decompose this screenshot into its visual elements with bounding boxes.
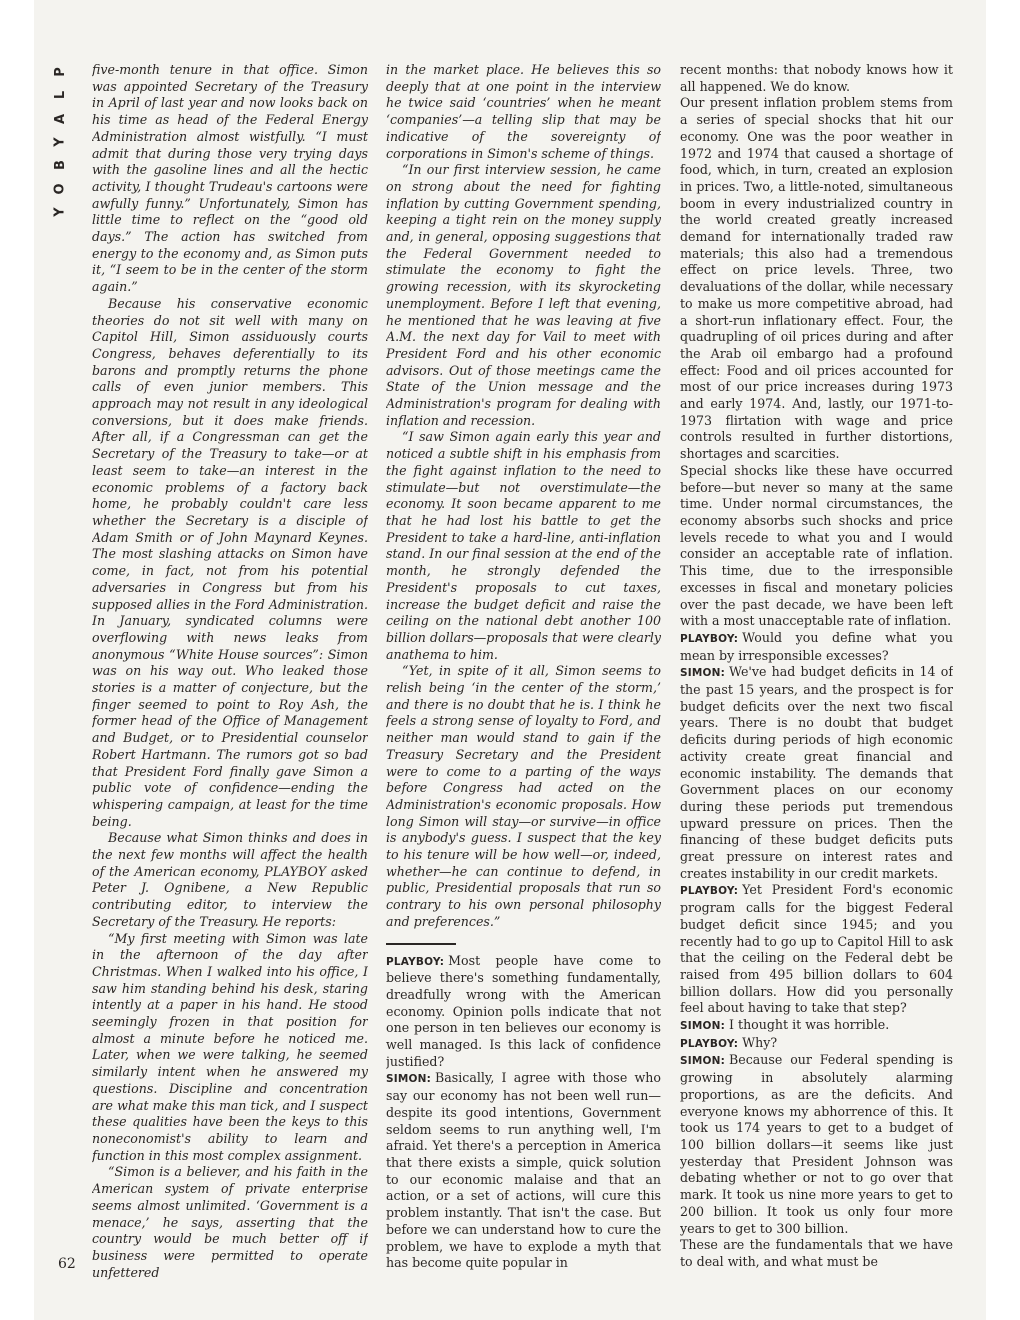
speaker-label: SIMON: (680, 1020, 726, 1033)
paragraph (92, 931, 368, 1165)
paragraph-text: in the market place. He believes this so deeply that at one point in the interview he twice said ‘countries’ when he meant ‘companies’—a telling slip that may be indicative of the sovereignty of corporations in Simon's scheme of things. (386, 62, 661, 161)
paragraph-text: Because what Simon thinks and does in the next few months will affect the health of the American economy, PLAYBOY asked Peter J. Ognibene, a New Republic contributing editor, to interview the Secretary of the Treasury. He reports: (92, 830, 368, 929)
brand-letter: O (53, 183, 68, 195)
paragraph (386, 663, 661, 930)
paragraph (680, 882, 953, 1017)
brand-letter: Y (52, 137, 68, 147)
paragraph (386, 162, 661, 429)
paragraph-text: These are the fundamentals that we have to deal with, and what must be (680, 1237, 953, 1269)
paragraph-text: Would you define what you mean by irresponsible excesses? (680, 629, 953, 663)
paragraph-text: “In our first interview session, he came on strong about the need for fighting inflation by cutting Government spending, keeping a tight rein on the money supply and, in general, opposing suggestions that the Federal Government needed to stimulate the economy to fight the growing recession, with its skyrocketing unemployment. Before I left that evening, he mentioned that he was leaving at five A.M. the next day for Vail to meet with President Ford and his other economic advisors. Out of those meetings came the State of the Union message and the Administration's program for dealing with inflation and recession. (386, 162, 661, 428)
paragraph (386, 62, 661, 162)
paragraph (680, 1052, 953, 1237)
column-1-introduction (92, 62, 368, 1287)
magazine-brand-vertical (49, 62, 73, 222)
paragraph (386, 429, 661, 663)
speaker-label: SIMON: (680, 667, 726, 680)
paragraph (680, 95, 953, 462)
paragraph (680, 664, 953, 882)
paragraph-text: “I saw Simon again early this year and noticed a subtle shift in his emphasis from the fight against inflation to the need to stimulate—but not overstimulate—the economy. It soon became apparent to me that he had lost his battle to get the President to take a hard-line, anti-inflation stand. In our final session at the end of the month, he strongly defended the President's proposals to cut taxes, increase the budget deficit and raise the ceiling on the national debt another 100 billion dollars—proposals that were clearly anathema to him. (386, 429, 661, 662)
brand-letter: L (52, 91, 68, 100)
paragraph-text: “My first meeting with Simon was late in the afternoon of the day after Christmas. When I walked into his office, I saw him standing behind his desk, staring intently at a paper in his hand. He stood seemingly frozen in that position for almost a minute before he noticed me. Later, when we were talking, he seemed similarly intent when he answered my questions. Discipline and concentration are what make this man tick, and I suspect these qualities have been the keys to this noneconomist's ability to learn and function in this most complex assignment. (92, 930, 368, 1163)
paragraph-text: Because our Federal spending is growing in absolutely alarming proportions, as are the deficits. And everyone knows my abhorrence of this. It took us 174 years to get to a budget of 100 billion dollars—it seems like just yesterday that President Johnson was debating whether or not to go over that mark. It took us nine more years to get to 200 billion. It took us only four more years to get to 300 billion. (680, 1052, 953, 1236)
paragraph-text: Yet President Ford's economic program calls for the biggest Federal budget deficit since 1945; and you recently had to go up to Capitol Hill to ask that the ceiling on the Federal debt be raised from 495 billion dollars to 604 billion dollars. How did you personally feel about having to take that step? (680, 882, 953, 1016)
brand-letter: B (52, 160, 68, 171)
paragraph-text: I thought it was horrible. (729, 1017, 890, 1033)
paragraph (386, 1070, 661, 1271)
paragraph (386, 953, 661, 1071)
speaker-label: PLAYBOY: (386, 955, 445, 968)
paragraph-text: Special shocks like these have occurred before—but never so many at the same time. Under normal circumstances, the economy absorbs such shocks and price levels recede to what you and I would consider an acceptable rate of inflation. This time, due to the irresponsible excesses in fiscal and monetary policies over the past decade, we have been left with a most unacceptable rate of inflation. (680, 462, 953, 629)
speaker-label: SIMON: (680, 1055, 726, 1068)
column-2 (386, 62, 661, 1287)
paragraph-text: We've had budget deficits in 14 of the past 15 years, and the prospect is for budget deficits over the next two fiscal years. There is no doubt that budget deficits during periods of high economic activity create great financial and economic instability. The demands that Government places on our economy during these periods put tremendous upward pressure on prices. Then the financing of these budget deficits puts great pressure on interest rates and creates instability in our credit markets. (680, 664, 953, 881)
column-2-introduction (386, 62, 661, 931)
paragraph (680, 630, 953, 664)
paragraph (92, 1164, 368, 1281)
section-divider-rule (386, 943, 456, 945)
speaker-label: PLAYBOY: (680, 1037, 739, 1050)
brand-letter: Y (52, 207, 68, 217)
paragraph-text: Most people have come to believe there's something fundamentally, dreadfully wrong with the American economy. Opinion polls indicate that not one person in ten believes our economy is well managed. Is this lack of confidence justified? (386, 952, 661, 1069)
paragraph-text: Our present inflation problem stems from a series of special shocks that hit our economy. One was the poor weather in 1972 and 1974 that caused a shortage of food, which, in turn, created an explosion in prices. Two, a little-noted, simultaneous boom in every industrialized country in the world created greatly increased demand for internationally traded raw materials; this also had a tremendous effect on price levels. Three, two devaluations of the dollar, while necessary to make us more competitive abroad, had a short-run inflationary effect. Four, the quadrupling of oil prices during and after the Arab oil embargo had a profound effect: Food and oil prices accounted for most of our price increases during 1973 and early 1974. And, lastly, our 1971-to-1973 flirtation with wage and price controls resulted in further distortions, shortages and scarcities. (680, 95, 953, 462)
speaker-label: SIMON: (386, 1073, 432, 1086)
paragraph (680, 62, 953, 95)
column-2-interview (386, 953, 661, 1272)
paragraph-text: five-month tenure in that office. Simon was appointed Secretary of the Treasury in April of last year and now looks back on his time as head of the Federal Energy Administration almost wistfully. “I must admit that during those very trying days with the gasoline lines and all the hectic activity, I thought Trudeau's cartoons were awfully funny.” Unfortunately, Simon has little time to reflect on the “good old days.” The action has switched from energy to the economy and, as Simon puts it, “I seem to be in the center of the storm again.” (92, 62, 368, 295)
column-3-interview (680, 62, 953, 1287)
paragraph-text: “Simon is a believer, and his faith in the American system of private enterprise seems almost unlimited. ‘Government is a menace,’ he says, asserting that the country would be much better off if business were permitted to operate unfettered (92, 1164, 368, 1280)
paragraph (92, 830, 368, 930)
brand-letter: A (53, 113, 68, 124)
paragraph (680, 1035, 953, 1053)
paragraph-text: Basically, I agree with those who say our economy has not been well run—despite its good intentions, Government seldom seems to run anything well, I'm afraid. Yet there's a perception in America that there exists a simple, quick solution to our economic malaise and that an action, or a set of actions, will cure this problem instantly. That isn't the case. But before we can understand how to cure the problem, we have to explode a myth that has become quite popular in (386, 1070, 661, 1271)
paragraph-text: recent months: that nobody knows how it all happened. We do know. (680, 62, 953, 94)
paragraph (680, 1017, 953, 1035)
paragraph-text: Why? (742, 1034, 778, 1050)
paragraph-text: “Yet, in spite of it all, Simon seems to relish being ‘in the center of the storm,’ and there is no doubt that he is. I think he feels a strong sense of loyalty to Ford, and neither man would stand to gain if the Treasury Secretary and the President were to come to a parting of the ways before Congress had acted on the Administration's economic proposals. How long Simon will stay—or survive—in office is anybody's guess. I suspect that the key to his tenure will be how well—or, indeed, whether—he can continue to defend, in public, Presidential proposals that run so contrary to his own personal philosophy and preferences.” (386, 663, 661, 929)
paragraph-text: Because his conservative economic theories do not sit well with many on Capitol Hill, Simon assiduously courts Congress, behaves deferentially to its barons and promptly returns the phone calls of even junior members. This approach may not result in any ideological conversions, but it does make friends. After all, if a Congressman can get the Secretary of the Treasury to take—or at least seem to take—an interest in the economic problems of a factory back home, he probably couldn't care less whether the Secretary is a disciple of Adam Smith or of John Maynard Keynes. The most slashing attacks on Simon have come, in fact, not from his potential adversaries in Congress but from his supposed allies in the Ford Administration. In January, syndicated columns were overflowing with news leaks from anonymous “White House sources”: Simon was on his way out. Who leaked those stories is a matter of conjecture, but the finger seemed to point to Roy Ash, the former head of the Office of Management and Budget, or to Presidential counselor Robert Hartmann. The rumors got so bad that President Ford finally gave Simon a public vote of confidence—ending the whispering campaign, at least for the time being. (92, 295, 368, 829)
page-number: 62 (58, 1256, 76, 1272)
paragraph (680, 463, 953, 630)
speaker-label: PLAYBOY: (680, 885, 739, 898)
speaker-label: PLAYBOY: (680, 632, 739, 645)
paragraph (92, 62, 368, 296)
paragraph (680, 1237, 953, 1270)
paragraph (92, 296, 368, 831)
brand-letter: P (53, 67, 68, 77)
